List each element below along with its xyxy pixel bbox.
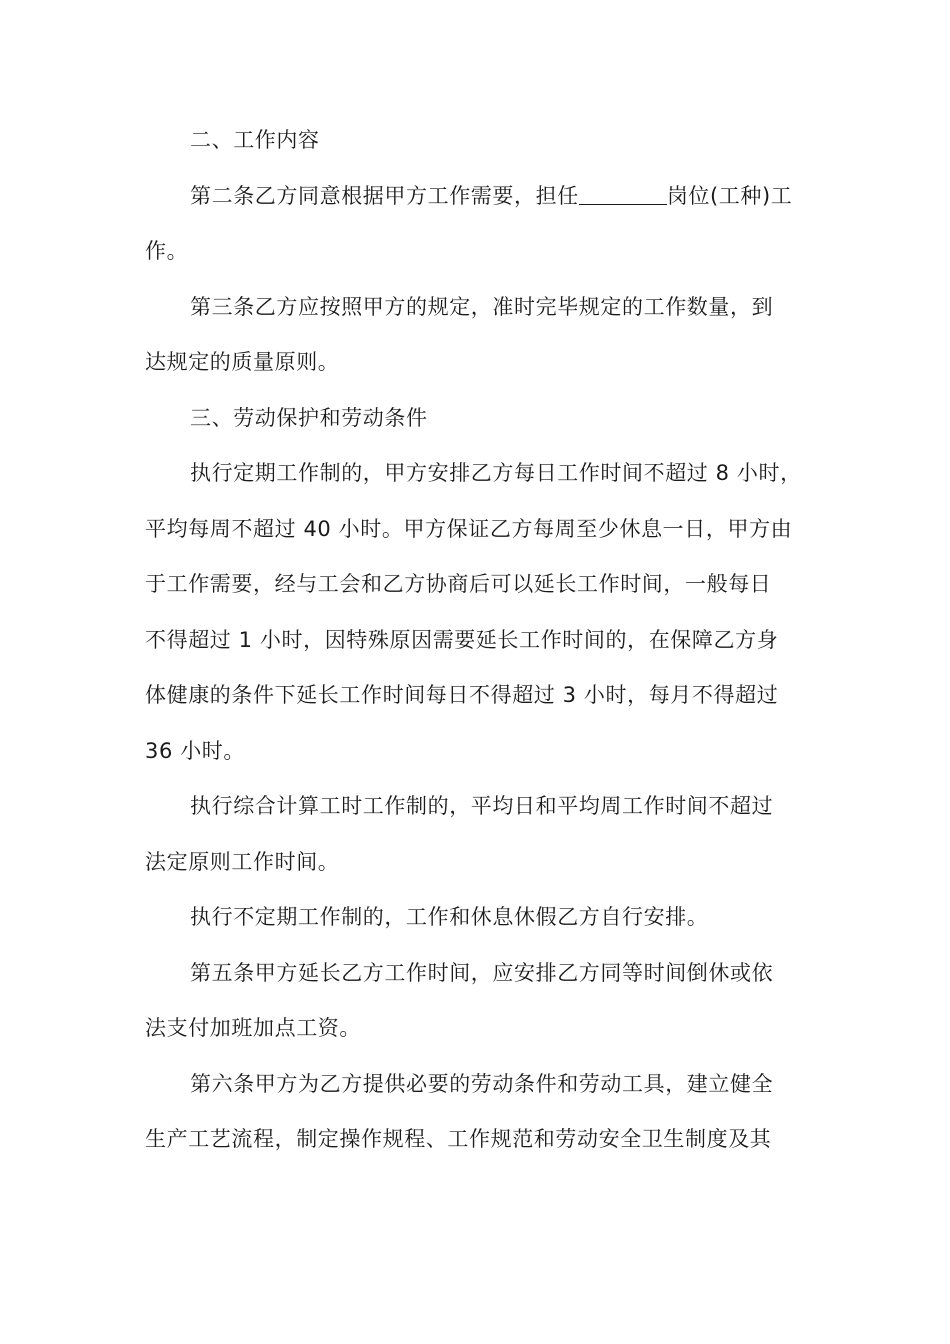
paragraph-line: 第五条甲方延长乙方工作时间，应安排乙方同等时间倒休或依 [190, 960, 774, 985]
article-5-paragraph [145, 946, 815, 1057]
paragraph-line: 达规定的质量原则。 [145, 350, 340, 374]
paragraph-line: 执行综合计算工时工作制的，平均日和平均周工作时间不超过 [190, 794, 774, 818]
paragraph-line: 36 小时。 [145, 738, 245, 763]
paragraph-line [145, 169, 815, 225]
article-3-paragraph [145, 280, 815, 391]
working-hours-paragraph [145, 446, 815, 779]
paragraph-line: 生产工艺流程，制定操作规程、工作规范和劳动安全卫生制度及其 [145, 1127, 772, 1151]
flexible-hours-paragraph [145, 890, 815, 946]
article-6-paragraph [145, 1057, 815, 1168]
paragraph-line: 执行不定期工作制的，工作和休息休假乙方自行安排。 [190, 905, 709, 929]
text-segment: 岗位(工种)工 [666, 183, 793, 208]
section-heading-labor-protection [145, 391, 815, 447]
comprehensive-hours-paragraph [145, 779, 815, 890]
paragraph-line: 法定原则工作时间。 [145, 849, 340, 874]
paragraph-line: 第六条甲方为乙方提供必要的劳动条件和劳动工具，建立健全 [190, 1071, 774, 1096]
paragraph-line: 平均每周不超过 40 小时。甲方保证乙方每周至少休息一日，甲方由 [145, 516, 793, 541]
heading-text: 三、劳动保护和劳动条件 [190, 405, 428, 430]
document-body [145, 113, 815, 1168]
paragraph-line: 执行定期工作制的，甲方安排乙方每日工作时间不超过 8 小时， [190, 461, 802, 485]
section-heading-work-content [145, 113, 815, 169]
article-2-paragraph [145, 169, 815, 280]
paragraph-line: 体健康的条件下延长工作时间每日不得超过 3 小时，每月不得超过 [145, 683, 779, 707]
paragraph-line: 不得超过 1 小时，因特殊原因需要延长工作时间的，在保障乙方身 [145, 627, 779, 652]
paragraph-line: 于工作需要，经与工会和乙方协商后可以延长工作时间，一般每日 [145, 572, 772, 596]
paragraph-line: 法支付加班加点工资。 [145, 1016, 361, 1040]
heading-text: 二、工作内容 [190, 128, 320, 152]
fill-in-blank [579, 184, 667, 205]
paragraph-line: 第三条乙方应按照甲方的规定，准时完毕规定的工作数量，到 [190, 294, 774, 319]
text-segment: 第二条乙方同意根据甲方工作需要，担任 [190, 183, 579, 208]
paragraph-line: 作。 [145, 239, 189, 263]
